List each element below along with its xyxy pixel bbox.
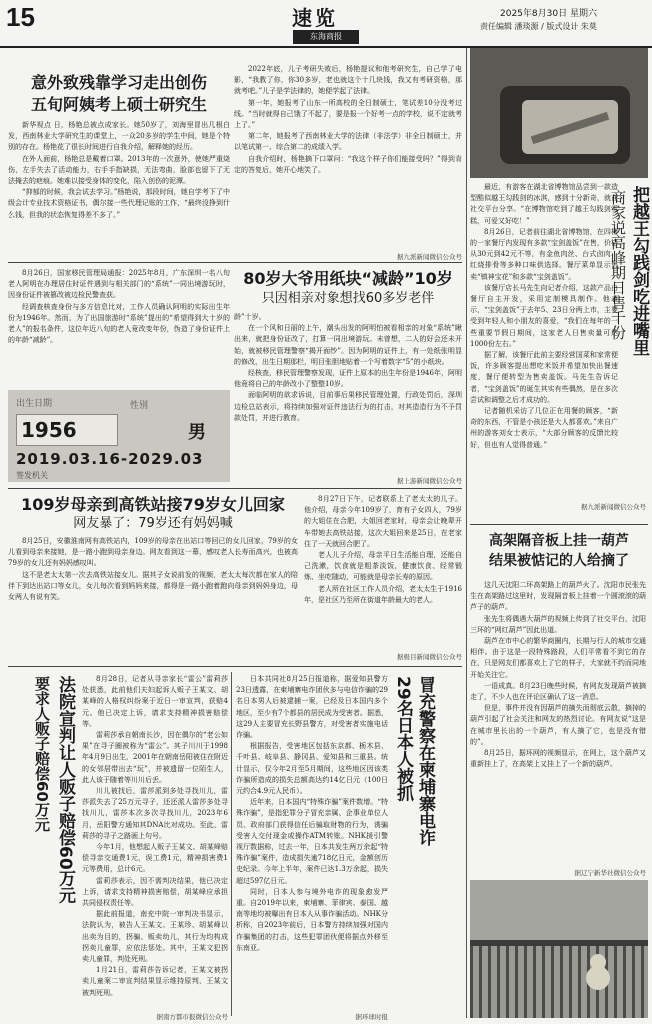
article3-body: [234, 312, 462, 476]
paragraph: 新华视点 日，杨艳总被点成家长。她50岁了，刘海里冒出几根白发，西南林业大学研究生的课堂上，一众20多岁的学生中间，她是个特别的存在。杨艳花了很长时间进行自我介绍，解释她的经历。: [8, 121, 230, 152]
article1-title-2: 五旬阿姨考上硕士研究生: [30, 95, 207, 114]
article1-body-col2: [234, 64, 462, 256]
paragraph: 葫芦在市中心的繁华商圈内，长期与行人的城市交通相伴。由于这是一段特殊路段，人们平常看不到它的存在，只是网友们都喜欢上了它的样子，大家就不约而同地开始关注它。: [470, 637, 646, 679]
editor-credits: 责任编辑 潘琰源 / 版式设计 朱莫: [480, 22, 597, 31]
article5-subtitle: 要求人贩子赔偿60万元: [33, 676, 51, 832]
paragraph: 经核查，移民管理警察发现，证件上原本的出生年份是1946年，阿明他竟将自己的年龄改小了整整10岁。: [234, 369, 462, 389]
article7-subtitle: 商家说高峰期日售千份: [609, 190, 627, 340]
paragraph: 这不是老太太第一次去高铁站接女儿。据其子女说前发的视频，老太太每次都在家人的陪伴下到达出站口等女儿，女儿每次看到妈妈来接，都得是一路小跑着跑向母亲到妈妈身边，母女两人有说有笑。: [8, 570, 298, 602]
article6-title: 冒充警察在柬埔寨电诈: [415, 676, 435, 846]
paragraph: 老人所在社区工作人员介绍，老太太生于1916年，是社区乃至所在街道年龄最大的老人。: [304, 584, 462, 604]
article8-body: [470, 580, 646, 868]
gourd-bottom: [586, 966, 610, 990]
paragraph: 自我介绍时，杨艳摘下口罩问：“我这个样子你们能接受吗？”得到肯定的答复后，她开心地笑了。: [234, 154, 462, 174]
article1-source: 据九派新闻微信公众号: [397, 253, 462, 261]
divider: [466, 48, 467, 1018]
article8-source: 据辽宁新华社微信公众号: [574, 869, 646, 877]
paragraph: 2022年底，儿子考研失败后，杨艳提议和他考研究生，自己学了电影，“我教了你，你30多岁，老也就这个十几块钱，我又有考研资格，那就考吧。”儿子是学法律的，她便学起了法律。: [234, 65, 462, 96]
page-number: 15: [6, 2, 35, 32]
article1-body-col1: [8, 120, 230, 256]
divider: [231, 672, 232, 1016]
paragraph: 今年1月，他想起人贩子王某文、胡某峰赔偿寻亲交通费1元，误工费1元，精神损害费1元等费用，总计6元。: [82, 843, 228, 874]
article6-subtitle: 29名日本人被抓: [393, 676, 413, 802]
article4-body-col1: [8, 536, 298, 664]
article4-subtitle: 网友暴了：79岁还有妈妈喊: [73, 516, 233, 531]
paragraph: 同时，日本人参与境外电诈的现象愈发严重。自2019年以来，柬埔寨、菲律宾、泰国、越南等地均被曝出有日本人从事诈骗活动。NHK分析称，自2023年前后，日本警方持续加强对国内诈骗集团的打击，这些犯罪团伙便将据点外移至东南亚。: [236, 887, 388, 952]
article8-title-1: 高架隔音板上挂一葫芦: [489, 533, 629, 549]
article5-source: 据南方都市报微信公众号: [156, 1013, 228, 1021]
paragraph: 第二年，她报考了西南林业大学的法律（非法学）非全日制硕士，并以笔试第一、综合第二的成绩入学。: [234, 132, 462, 152]
paragraph: 这几天沈阳二环高架路上的葫芦火了。沈阳市民张先生在高架路过这里时，发现隔音板上挂着一个圆滚滚的葫芦子的葫芦。: [470, 581, 646, 612]
article5-body: [82, 674, 228, 1016]
divider: [8, 262, 462, 263]
article3-source: 据上游新闻微信公众号: [397, 477, 462, 485]
paragraph: 该餐厅店长马先生向记者介绍，这款产品由餐厅自主开发，采用定制模具制作。他表示，“宝剑盖饭”于去年5、23日分两上市，主要受到年轻人和小朋友的喜爱，“我们在每年的一些重要节假日期间，这家老人日售卖量可达1000份左右。”: [470, 283, 618, 348]
article8-title-2: 结果被惦记的人给摘了: [489, 553, 629, 569]
article4-source: 据极目新闻微信公众号: [397, 653, 462, 661]
paragraph: 在一个风和日丽的上午，潮头出发的阿明怕被看相亲的对象“系统”瞅出来，就把身份证改了，打算一同出境游玩。未曾想，二人的好会还未开始，就被移民管理警察“揭开面纱”。因为阿明的证件上，有一处纸张明显的修改，出生日期那栏，明目张胆地贴着一个写着数字“5”的小纸块。: [234, 324, 462, 366]
article7-body: [470, 182, 618, 492]
article3-title: 80岁大爷用纸块“减龄”10岁: [243, 269, 453, 288]
paragraph: 龄”十岁。: [234, 313, 266, 321]
card-issuer-label: 签发机关: [16, 471, 48, 480]
paragraph: 经调查核查身份与多方信息比对，工作人员确认阿明的实际出生年份为1946年。然而，为了出国旅游时“系统”提出的“希望得到大十岁的老人”的报名条件，这位年近八旬的老人竟改变年份，伪造了身份证件上的年龄“减龄”。: [8, 302, 230, 345]
paragraph: 一语成真。8月23日晚些时候，有网友发现葫芦被摘走了，不少人也在评论区确认了这一消息。: [470, 681, 646, 702]
sky-shape: [470, 880, 648, 940]
article2-body: [8, 268, 230, 388]
issue-date: 2025年8月30日 星期六: [500, 9, 597, 19]
card-gender: 男: [188, 422, 206, 443]
divider: [8, 666, 462, 667]
paragraph: 据了解，该餐厅此前主要经营国菜和家常便饭，许多顾客提出想吃米饭并希望加快出餐速度，餐厅便转型为售卖盖饭。马先生告诉记者，“宝剑盖饭”的诞生其实有些偶然，是在多次尝试和调整之后才成功的。: [470, 351, 618, 404]
paragraph: 8月25日，安徽淮南网有高铁站内，109岁的母亲在出站口等回已的女儿回家，79岁的女儿看到母亲来接她，是一路小跑到母亲身边。网友看到这一幕，感叹老人长寿而高兴，也被高79岁的女儿还有妈妈感叹叫。: [8, 537, 298, 568]
paragraph: 面临阿明的欲求诉说，目前事后果移民管理处置，行政处罚后，深圳边检总站表示，将持续加强对证件违法行为的打击，对其造造行为不予罚款处罚，并进行教育。: [234, 391, 462, 422]
paragraph: 雷莉莎表示，因不需判决结果，他已决定上诉，请求支持精神损害赔偿，胡某峰应承担共同侵权责任等。: [82, 876, 228, 908]
paragraph: 8月25日，据环网的视频显示，在网上，这个葫芦又重新挂上了，在高架上又挂上了一个新的葫芦。: [470, 749, 646, 769]
paragraph: “抑郁的时候，我会试去学习。”杨艳说，那段时间，她自学考下了中级会计专业技术资格证书，偶尔接一些代理记账的工作，“最终没挣到什么钱，但我的状态恢复得差不多了。”: [8, 188, 230, 219]
divider: [8, 488, 462, 489]
id-card-photo: [8, 390, 230, 482]
article5-title: 法院宣判让人贩子赔偿60万元: [55, 676, 75, 904]
article7-title: 把越王勾践剑吃进嘴里: [629, 186, 649, 356]
article3-subtitle: 只因相亲对象想找60多岁老伴: [261, 291, 435, 306]
gourd-photo: [470, 880, 648, 1018]
paragraph: 8月27日下午，记者联系上了老太太的儿子。他介绍，母亲今年109岁了，育有子女四人，79岁的大姐住在合肥，大姐回老家时，母亲会让晚辈开车带她去高铁站接，这次大姐回来是25日，在老家住了一天就回合肥了。: [304, 495, 462, 548]
paragraph: 川儿被找后，雷莎派到多处寻找川儿，雷莎派失去了25万元寻子，还还派人雷莎多处寻找川儿，雷莎本次多次寻找川儿，2023年6月，岳阳警方通知其DNA比对成功。至此，雷莉莎的寻子之路画上句号。: [82, 787, 228, 840]
brand-logo: 东海商报: [293, 30, 359, 44]
paragraph: 但是，事件并没有因葫芦的摘失而彻底云散，摘掉的葫芦引起了社会关注和网友的热烈讨论。有网友说“这是在城市里长出的一个葫芦，有人摘了它，也是没有错的”。: [470, 704, 646, 746]
article6-body: [236, 674, 388, 1012]
paragraph: 在外人面前，杨艳总是戴着口罩。2013年的一次意外，使她严重烧伤，左手失去了活动能力，右手手指缺损，无法弯曲，脸部也留下了无法掩去的疤痕。她难以接受身体的变化，陷入创伤的泥潭。: [8, 154, 230, 186]
card-gender-label: 性别: [130, 401, 149, 411]
sound-barrier: [470, 946, 648, 1018]
paragraph: 记者随机采访了几位正在用餐的顾客，“新奇的东西，不管是小孩还是大人都喜欢。”来自广州的游客刘女士表示，“大部分顾客的反馈比较好，但也有人觉得普通。”: [470, 407, 618, 449]
article1-title-1: 意外致残靠学习走出创伤: [30, 73, 207, 92]
paragraph: 雷莉莎承自朝南长沙，因在偶尔的“老公如果”在寻子圈被称为“雷公”。其子川川于1998年4月9日出生，2001年在朝南岳阳被住在附近的女邻居带出去“玩”，并被遗留一位陌生人，此人该于随着等川川后丢。: [82, 731, 228, 784]
paragraph: 老人儿子介绍，母亲平日生活能自理，还能自己洗漱，饮食就是粗茶淡饭，健康饮食、经常锻炼、坐吃随动，可能就是母亲长寿的原因。: [304, 551, 462, 582]
paragraph: 日本共同社8月25日报道称，据爱知县警方23日透露，在柬埔寨电诈团伙多与电信诈骗的29名日本男人后被逮捕一案，已经及日本国内多个地区，至少有7个都县的居民成为受害者。据悉，这29人主要冒充长野县警方，对受害者实施电话诈骗。: [236, 675, 388, 740]
article4-title: 109岁母亲到高铁站接79岁女儿回家: [21, 495, 285, 514]
paragraph: 张先生将偶遇大葫芦的视频上传到了社交平台，沈阳三环的“网红葫芦”因此出道。: [470, 614, 646, 634]
paragraph: 8月28日，记者从寻亲家长“雷公”雷莉莎处获悉，此前他们夫妇起诉人贩子王某文、胡某峰的人格权纠纷案于近日一审宣判，获赔4元。他已决定上诉，请求支持精神损害赔偿等。: [82, 675, 228, 728]
article6-source: 据环球时报: [355, 1013, 388, 1021]
divider: [470, 524, 648, 525]
paragraph: 据此前报道，南充中院一审判决书显示，法院认为，被告人王某文、王某珍、胡某峰以出卖为目的，拐骗、贩卖幼儿，其行为均构成拐卖儿童罪，应依法惩处。其中，王某文犯拐卖儿童罪，判处死刑。: [82, 910, 228, 964]
card-birth-year: 1956: [16, 414, 118, 446]
sword-rice-photo: [470, 48, 648, 178]
paragraph: 8月26日，国家移民管理局通报：2025年8月，广东深圳一名八旬老人阿明在办理居住时证件遇到与相关部门的“系统”一同出境游玩时，因身份证件被篡改被边检民警查获。: [8, 269, 230, 300]
paragraph: 第一年，她报考了山东一所高校的全日制硕士，笔试差10分没考过线。“当时就得自己饿了不起了，要是报一个好考一点的学校，说不定就考上了。”: [234, 98, 462, 130]
paragraph: 最近，有游客在湖北省博物馆品尝到一款造型酷似越王勾践剑的冰淇，感到十分新奇，就在社交平台分享。“在博物馆吃到了越王勾践剑雪糕，可爱又好吃！”: [470, 183, 618, 225]
article4-body-col2: [304, 494, 462, 650]
card-validity: 2019.03.16-2029.03: [16, 450, 204, 468]
paragraph: 根据报告，受害地区包括东京都、栃木县、千叶县、岐阜县、静冈县、爱知县和三重县。统计显示，仅今年2月至5月期间，这些地区因该类诈骗所造成的损失总额高达约14亿日元（100日元约合4.9元人民币）。: [236, 742, 388, 796]
paragraph: 8月26日，记者前往湖北省博物馆，在四楼的一家餐厅内发现有多款“宝剑盖饭”在售，价格从30元到42元不等，有金鱼肉丝、台式卤肉、红烧排骨等多种口味供选择。餐厅菜单显示售卖“镇神宝花”和多款“宝剑盖饭”。: [470, 227, 618, 281]
section-title: 速览: [292, 6, 338, 30]
article7-source: 据九派新闻微信公众号: [581, 503, 646, 511]
paragraph: 近年来，日本国内“特殊诈骗”案件数增。“特殊诈骗”，是指犯罪分子冒充亲属、企事业单位人员、政府部门获得信任后骗取财物的行为，诱骗受害人交付现金或操作ATM转账。NHK援引警视厅数据称，过去一年，日本共发生两万余起“特殊诈骗”案件，造成损失逾718亿日元，金额创历史纪录。今年上半年，案件已达1.3万余起，损失超过597亿日元。: [236, 798, 388, 885]
paragraph: 1月21日，雷莉莎告诉记者，王某文被拐卖儿童案二审宣判结果显示维持原判，王某文被判死刑。: [82, 966, 228, 997]
card-birth-label: 出生日期: [16, 399, 53, 409]
